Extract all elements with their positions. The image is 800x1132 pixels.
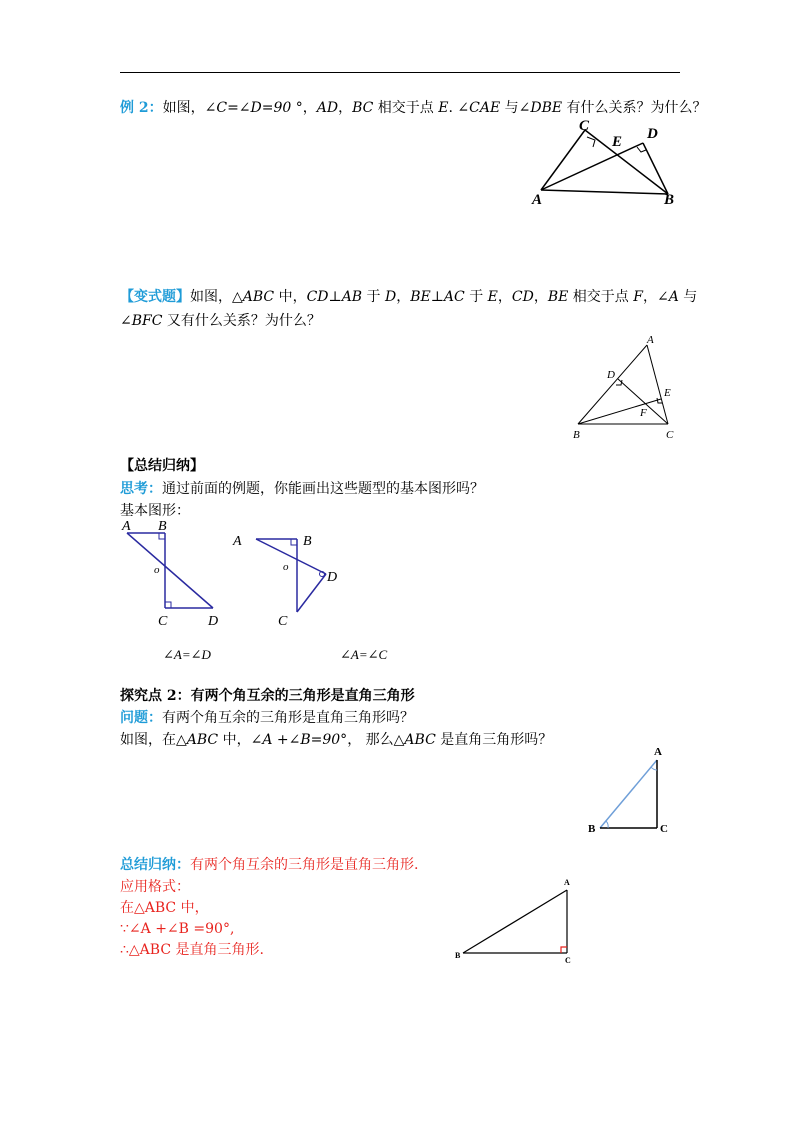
conclusion-text: 有两个角互余的三角形是直角三角形. [190, 857, 419, 873]
text: 如图， [190, 289, 232, 305]
summary-heading: 【总结归纳】 [120, 458, 204, 474]
format-step-3: ∴△ABC 是直角三角形. [120, 942, 264, 958]
fig-label-e: E [664, 387, 671, 399]
segment-ad: AD [316, 100, 339, 116]
example2-label: 例 2： [120, 100, 163, 116]
segment-cd: CD [511, 289, 534, 305]
text: ， [497, 289, 512, 305]
format-step-2: ∵∠A +∠B =90°, [120, 921, 235, 937]
angle-cae: ∠CAE [457, 100, 501, 116]
perp-be-ac: BE⊥AC [410, 289, 465, 305]
fig-label-b: B [588, 823, 596, 835]
angle-dbe: ∠DBE [518, 100, 563, 116]
fig-label-c: C [565, 956, 571, 965]
segment-be: BE [547, 289, 569, 305]
angle-a: ∠A [656, 289, 679, 305]
text: 又有什么关系？为什么？ [162, 313, 321, 329]
think-text: 通过前面的例题，你能画出这些题型的基本图形吗？ [162, 481, 484, 497]
point-e: E [487, 289, 498, 305]
condition: ∠C=∠D=90 ° [204, 100, 303, 116]
question-label: 问题： [120, 710, 162, 726]
text: 与 [678, 289, 698, 305]
text: ， [396, 289, 411, 305]
text: . [448, 100, 458, 116]
point-d: D [385, 289, 397, 305]
fig-label-c: C [579, 118, 590, 134]
point-e: E [438, 100, 449, 116]
fig-label-d: D [647, 126, 658, 142]
text: 于 [464, 289, 488, 305]
basic-figure-label: 基本图形： [120, 503, 190, 519]
fig2-label-a: A [233, 534, 242, 549]
fig1-caption: ∠A=∠D [163, 647, 211, 662]
fig1-label-a: A [122, 519, 131, 534]
fig1-label-c: C [158, 614, 168, 629]
condition: ∠A +∠B=90° [250, 732, 348, 748]
text: ， [302, 100, 317, 116]
fig2-label-b: B [303, 534, 312, 549]
variant-label: 【变式题】 [120, 289, 190, 305]
text: 相交于点 [568, 289, 634, 305]
format-label: 应用格式： [120, 879, 190, 895]
triangle: △ABC [393, 732, 436, 748]
text: 是直角三角形吗？ [435, 732, 553, 748]
fig-label-a: A [654, 746, 662, 758]
fig-label-b: B [573, 429, 580, 441]
fig-label-b: B [664, 192, 675, 208]
text: ， 那么 [347, 732, 394, 748]
text: ， [338, 100, 353, 116]
point-f: F [633, 289, 643, 305]
text: ， [533, 289, 548, 305]
triangle: △ABC [176, 732, 219, 748]
explore-heading: 探究点 2：有两个角互余的三角形是直角三角形 [120, 688, 415, 704]
fig-label-e: E [612, 134, 623, 150]
fig1-label-o: o [154, 564, 160, 576]
fig1-label-d: D [208, 614, 219, 629]
text: 有什么关系？为什么？ [562, 100, 707, 116]
think-label: 思考： [120, 481, 162, 497]
fig-label-a: A [532, 192, 543, 208]
triangle: △ABC [232, 289, 275, 305]
fig-label-c: C [666, 429, 674, 441]
text: 中， [218, 732, 251, 748]
fig2-caption: ∠A=∠C [340, 647, 388, 662]
text: 中， [274, 289, 307, 305]
fig2-label-c: C [278, 614, 288, 629]
text: ， [642, 289, 657, 305]
conclusion-label: 总结归纳： [120, 857, 190, 873]
fig-label-f: F [640, 407, 647, 419]
segment-bc: BC [352, 100, 374, 116]
format-step-1: 在△ABC 中， [120, 900, 209, 916]
text: 于 [362, 289, 386, 305]
fig2-label-o: o [283, 561, 289, 573]
fig2-label-d: D [327, 570, 338, 585]
fig1-label-b: B [158, 519, 167, 534]
fig-label-a: A [564, 878, 570, 887]
angle-bfc: ∠BFC [120, 313, 163, 329]
fig-label-b: B [455, 951, 461, 960]
text: 相交于点 [373, 100, 439, 116]
text: 如图， [162, 100, 205, 116]
question-text: 有两个角互余的三角形是直角三角形吗？ [162, 710, 414, 726]
fig-label-d: D [607, 369, 615, 381]
text: 如图，在 [120, 732, 176, 748]
text: 与 [500, 100, 519, 116]
fig-label-c: C [660, 823, 668, 835]
perp-cd-ab: CD⊥AB [306, 289, 363, 305]
fig-label-a: A [647, 334, 654, 346]
